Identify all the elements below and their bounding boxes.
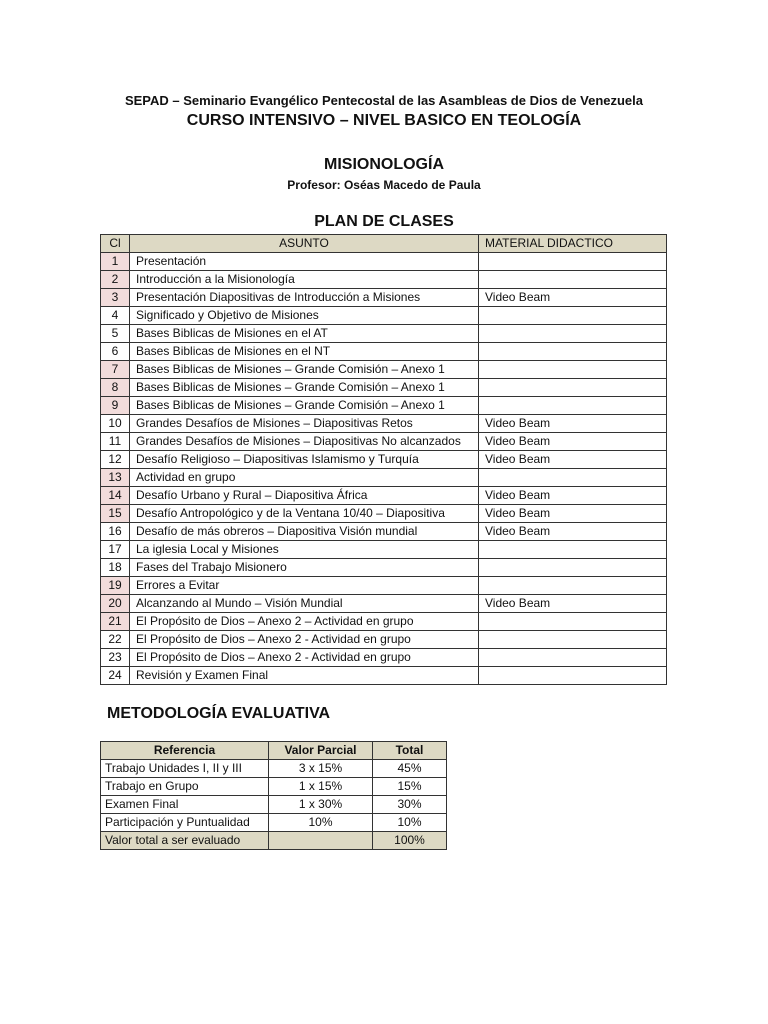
table-row <box>101 796 447 814</box>
table-row <box>101 379 667 397</box>
header-partial-value: Valor Parcial <box>269 742 373 760</box>
table-row <box>101 415 667 433</box>
professor-name: Profesor: Oséas Macedo de Paula <box>287 178 481 192</box>
class-material <box>479 577 667 595</box>
eval-reference: Trabajo Unidades I, II y III <box>101 760 269 778</box>
class-material <box>479 361 667 379</box>
class-material <box>479 379 667 397</box>
class-topic: Grandes Desafíos de Misiones – Diapositivas Retos <box>130 415 479 433</box>
eval-total-reference: Valor total a ser evaluado <box>101 832 269 850</box>
table-row <box>101 325 667 343</box>
class-number: 23 <box>101 649 130 667</box>
class-topic: Desafío Antropológico y de la Ventana 10/40 – Diapositiva <box>130 505 479 523</box>
class-number: 4 <box>101 307 130 325</box>
class-material: Video Beam <box>479 433 667 451</box>
table-row <box>101 397 667 415</box>
class-material: Video Beam <box>479 289 667 307</box>
class-number: 5 <box>101 325 130 343</box>
class-topic: Grandes Desafíos de Misiones – Diapositivas No alcanzados <box>130 433 479 451</box>
evaluation-table <box>100 741 447 850</box>
class-number: 9 <box>101 397 130 415</box>
eval-reference: Examen Final <box>101 796 269 814</box>
class-material: Video Beam <box>479 415 667 433</box>
evaluation-title: METODOLOGÍA EVALUATIVA <box>107 705 331 722</box>
class-number: 1 <box>101 253 130 271</box>
table-row <box>101 778 447 796</box>
class-material <box>479 613 667 631</box>
table-row <box>101 451 667 469</box>
class-number: 21 <box>101 613 130 631</box>
class-number: 7 <box>101 361 130 379</box>
class-topic: El Propósito de Dios – Anexo 2 - Actividad en grupo <box>130 649 479 667</box>
table-row <box>101 505 667 523</box>
header-class-number: Cl <box>101 235 130 253</box>
class-number: 10 <box>101 415 130 433</box>
class-topic: El Propósito de Dios – Anexo 2 – Actividad en grupo <box>130 613 479 631</box>
class-material <box>479 469 667 487</box>
class-topic: Desafío Religioso – Diapositivas Islamismo y Turquía <box>130 451 479 469</box>
class-number: 3 <box>101 289 130 307</box>
class-topic: Presentación <box>130 253 479 271</box>
table-row <box>101 289 667 307</box>
eval-reference: Participación y Puntualidad <box>101 814 269 832</box>
class-number: 20 <box>101 595 130 613</box>
class-number: 15 <box>101 505 130 523</box>
class-topic: Errores a Evitar <box>130 577 479 595</box>
eval-partial-value: 10% <box>269 814 373 832</box>
class-material <box>479 307 667 325</box>
class-topic: Presentación Diapositivas de Introducción a Misiones <box>130 289 479 307</box>
class-topic: Bases Biblicas de Misiones – Grande Comisión – Anexo 1 <box>130 361 479 379</box>
class-number: 14 <box>101 487 130 505</box>
eval-total: 45% <box>373 760 447 778</box>
table-row <box>101 667 667 685</box>
class-material: Video Beam <box>479 505 667 523</box>
class-material <box>479 271 667 289</box>
table-row <box>101 253 667 271</box>
eval-partial-value: 1 x 15% <box>269 778 373 796</box>
class-material: Video Beam <box>479 595 667 613</box>
table-row <box>101 814 447 832</box>
table-row <box>101 433 667 451</box>
class-material <box>479 667 667 685</box>
course-title: CURSO INTENSIVO – NIVEL BASICO EN TEOLOGÍA <box>186 112 582 129</box>
header-total: Total <box>373 742 447 760</box>
table-row <box>101 595 667 613</box>
class-material: Video Beam <box>479 523 667 541</box>
class-number: 2 <box>101 271 130 289</box>
eval-partial-value: 3 x 15% <box>269 760 373 778</box>
class-number: 6 <box>101 343 130 361</box>
class-number: 16 <box>101 523 130 541</box>
class-topic: Revisión y Examen Final <box>130 667 479 685</box>
class-topic: Alcanzando al Mundo – Visión Mundial <box>130 595 479 613</box>
eval-grand-total: 100% <box>373 832 447 850</box>
eval-total-partial <box>269 832 373 850</box>
table-row <box>101 541 667 559</box>
class-number: 8 <box>101 379 130 397</box>
total-row <box>101 832 447 850</box>
header-topic: ASUNTO <box>130 235 479 253</box>
class-material: Video Beam <box>479 451 667 469</box>
class-topic: Desafío Urbano y Rural – Diapositiva África <box>130 487 479 505</box>
table-row <box>101 559 667 577</box>
table-row <box>101 523 667 541</box>
class-topic: La iglesia Local y Misiones <box>130 541 479 559</box>
class-material <box>479 649 667 667</box>
eval-partial-value: 1 x 30% <box>269 796 373 814</box>
table-header-row <box>101 742 447 760</box>
table-row <box>101 307 667 325</box>
class-topic: El Propósito de Dios – Anexo 2 - Actividad en grupo <box>130 631 479 649</box>
table-row <box>101 649 667 667</box>
class-number: 24 <box>101 667 130 685</box>
class-topic: Bases Biblicas de Misiones – Grande Comisión – Anexo 1 <box>130 397 479 415</box>
table-row <box>101 343 667 361</box>
class-material <box>479 325 667 343</box>
class-number: 13 <box>101 469 130 487</box>
class-material <box>479 397 667 415</box>
class-topic: Significado y Objetivo de Misiones <box>130 307 479 325</box>
class-material <box>479 559 667 577</box>
eval-total: 10% <box>373 814 447 832</box>
table-row <box>101 577 667 595</box>
class-topic: Bases Biblicas de Misiones en el NT <box>130 343 479 361</box>
table-row <box>101 631 667 649</box>
class-topic: Bases Biblicas de Misiones en el AT <box>130 325 479 343</box>
class-material <box>479 253 667 271</box>
class-topic: Introducción a la Misionología <box>130 271 479 289</box>
class-number: 17 <box>101 541 130 559</box>
class-topic: Actividad en grupo <box>130 469 479 487</box>
header-reference: Referencia <box>101 742 269 760</box>
organization-title: SEPAD – Seminario Evangélico Pentecostal de las Asambleas de Dios de Venezuela <box>124 93 644 108</box>
subject-title: MISIONOLOGÍA <box>324 156 444 173</box>
table-row <box>101 361 667 379</box>
table-row <box>101 469 667 487</box>
table-row <box>101 271 667 289</box>
class-number: 22 <box>101 631 130 649</box>
table-row <box>101 487 667 505</box>
class-topic: Desafío de más obreros – Diapositiva Visión mundial <box>130 523 479 541</box>
eval-total: 30% <box>373 796 447 814</box>
class-topic: Bases Biblicas de Misiones – Grande Comisión – Anexo 1 <box>130 379 479 397</box>
class-number: 19 <box>101 577 130 595</box>
class-material: Video Beam <box>479 487 667 505</box>
class-material <box>479 541 667 559</box>
class-number: 18 <box>101 559 130 577</box>
class-number: 11 <box>101 433 130 451</box>
table-row <box>101 613 667 631</box>
class-plan-table <box>100 234 667 685</box>
class-topic: Fases del Trabajo Misionero <box>130 559 479 577</box>
class-material <box>479 631 667 649</box>
class-number: 12 <box>101 451 130 469</box>
eval-total: 15% <box>373 778 447 796</box>
class-material <box>479 343 667 361</box>
plan-title: PLAN DE CLASES <box>314 213 454 230</box>
table-row <box>101 760 447 778</box>
eval-reference: Trabajo en Grupo <box>101 778 269 796</box>
header-material: MATERIAL DIDACTICO <box>479 235 667 253</box>
table-header-row <box>101 235 667 253</box>
